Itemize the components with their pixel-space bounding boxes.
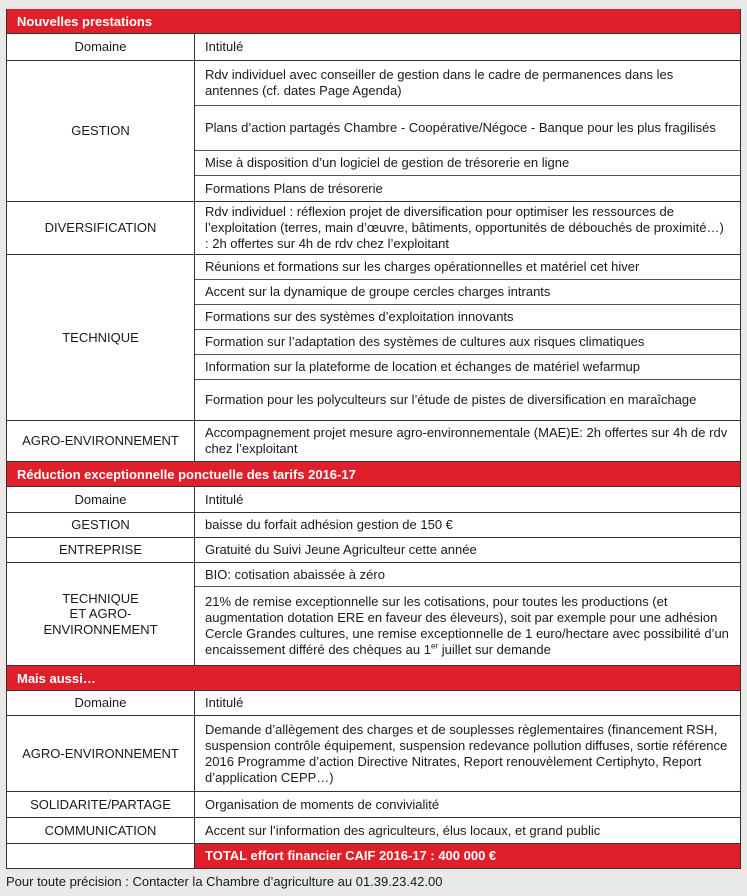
- item-text: 21% de remise exceptionnelle sur les cotisations, pour toutes les productions (et augmentation dotation ERE en faveur des éleveurs), soit par exemple pour une adhésion Cercle Grandes cultures, une remise exceptionnelle de 1 euro/hectare avec possibilité d’un encaissement différé des chèques au 1: [205, 594, 729, 657]
- prestations-table: [6, 9, 741, 869]
- empty-cell: [7, 844, 195, 868]
- section-header-nouvelles-prestations: Nouvelles prestations: [7, 9, 740, 34]
- item-text: juillet sur demande: [438, 642, 551, 657]
- list-item: Accompagnement projet mesure agro-environnementale (MAE)E: 2h offertes sur 4h de rdv chez l’exploitant: [205, 425, 728, 456]
- domain-cell: [7, 563, 195, 665]
- list-item: Rdv individuel : réflexion projet de diversification pour optimiser les ressources de l’exploitation (terres, main d’œuvre, bâtiments, opportunités de débouchés de proximité…) : 2h offertes sur 4h de rdv chez l’exploitant: [205, 204, 724, 251]
- domain-line: ENVIRONNEMENT: [43, 621, 158, 637]
- table-row: [7, 513, 740, 538]
- list-item: baisse du forfait adhésion gestion de 150 €: [205, 517, 453, 532]
- list-item: Plans d’action partagés Chambre - Coopérative/Négoce - Banque pour les plus fragilisés: [195, 106, 740, 151]
- list-item: Information sur la plateforme de location et échanges de matériel wefarmup: [195, 355, 740, 380]
- list-item: [195, 587, 740, 665]
- domain-cell: DIVERSIFICATION: [7, 202, 195, 254]
- domain-cell: GESTION: [7, 61, 195, 201]
- table-row: [7, 563, 740, 666]
- section-header-mais-aussi: Mais aussi…: [7, 666, 740, 691]
- column-header-intitule: Intitulé: [205, 695, 244, 710]
- list-item: Formation pour les polyculteurs sur l’étude de pistes de diversification en maraîchage: [205, 392, 697, 407]
- column-header-domaine: Domaine: [7, 34, 195, 60]
- domain-cell: SOLIDARITE/PARTAGE: [7, 792, 195, 817]
- domain-cell: AGRO-ENVIRONNEMENT: [7, 716, 195, 791]
- domain-line: TECHNIQUE: [62, 590, 139, 606]
- column-header-domaine: Domaine: [7, 691, 195, 715]
- table-row: [7, 61, 740, 202]
- table-row: [7, 255, 740, 421]
- domain-cell: AGRO-ENVIRONNEMENT: [7, 421, 195, 461]
- superscript: er: [430, 641, 439, 651]
- table-header-row: [7, 691, 740, 716]
- column-header-domaine: Domaine: [7, 487, 195, 512]
- list-item: Mise à disposition d’un logiciel de gestion de trésorerie en ligne: [195, 151, 740, 176]
- section-header-reduction-tarifs: Réduction exceptionnelle ponctuelle des tarifs 2016-17: [7, 462, 740, 487]
- domain-cell: COMMUNICATION: [7, 818, 195, 843]
- domain-cell: GESTION: [7, 513, 195, 537]
- list-item: Accent sur la dynamique de groupe cercles charges intrants: [195, 280, 740, 305]
- list-item: Accent sur l’information des agriculteurs, élus locaux, et grand public: [205, 822, 601, 838]
- table-row: [7, 538, 740, 563]
- list-item: Formations sur des systèmes d’exploitation innovants: [195, 305, 740, 330]
- column-header-intitule: Intitulé: [205, 39, 244, 54]
- column-header-intitule: Intitulé: [205, 491, 244, 507]
- list-item: BIO: cotisation abaissée à zéro: [195, 563, 740, 587]
- table-row: [7, 792, 740, 818]
- table-row: [7, 421, 740, 462]
- list-item: Réunions et formations sur les charges opérationnelles et matériel cet hiver: [195, 255, 740, 280]
- table-row: [7, 716, 740, 792]
- list-item: Formation sur l’adaptation des systèmes de cultures aux risques climatiques: [195, 330, 740, 355]
- table-row: [7, 202, 740, 255]
- total-cell: TOTAL effort financier CAIF 2016-17 : 400 000 €: [195, 844, 740, 868]
- list-item: Organisation de moments de convivialité: [205, 796, 440, 812]
- list-item: Formations Plans de trésorerie: [205, 180, 383, 196]
- list-item: Rdv individuel avec conseiller de gestion dans le cadre de permanences dans les antennes (cf. dates Page Agenda): [195, 61, 740, 106]
- table-row: [7, 818, 740, 844]
- domain-line: ET AGRO-: [69, 606, 132, 622]
- footer-contact: Pour toute précision : Contacter la Chambre d’agriculture au 01.39.23.42.00: [6, 874, 443, 889]
- table-header-row: [7, 487, 740, 513]
- list-item: Demande d’allègement des charges et de souplesses règlementaires (financement RSH, suspension contrôle équipement, suspension redevance pollution diffuses, sortie référence 2016 Programme d’action Directive Nitrates, Report renouvèlement Certiphyto, Report d’application CEPP…): [205, 721, 728, 785]
- table-header-row: [7, 34, 740, 61]
- list-item: Gratuité du Suivi Jeune Agriculteur cette année: [205, 542, 477, 557]
- total-row: [7, 844, 740, 868]
- domain-cell: TECHNIQUE: [7, 255, 195, 420]
- domain-cell: ENTREPRISE: [7, 538, 195, 562]
